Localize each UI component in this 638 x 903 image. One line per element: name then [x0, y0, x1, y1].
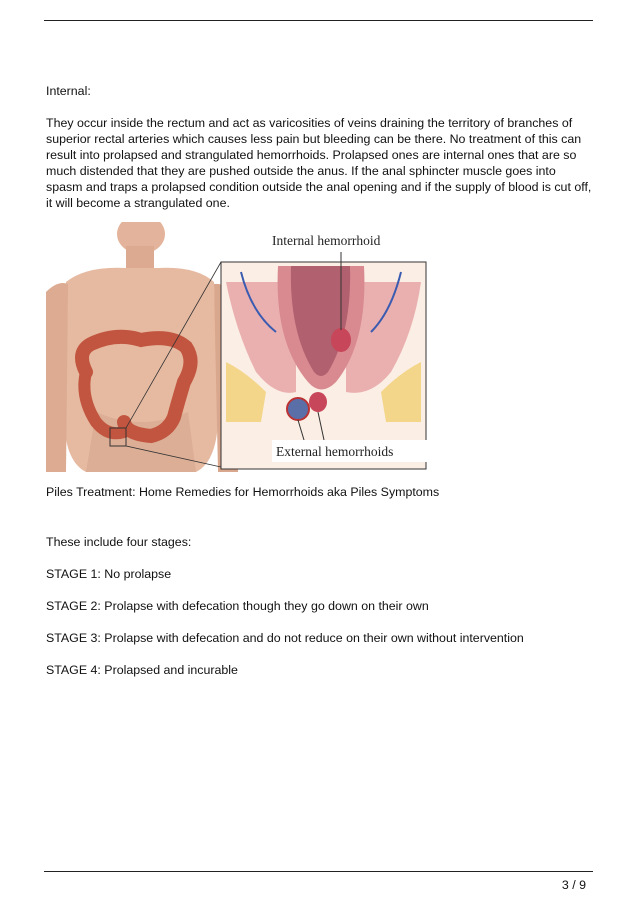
page-number: 3 / 9	[561, 878, 586, 892]
stage-item: STAGE 4: Prolapsed and incurable	[46, 663, 238, 677]
stage-item: STAGE 3: Prolapse with defecation and do not reduce on their own without intervention	[46, 631, 524, 645]
magnified-panel	[221, 230, 432, 469]
stages-intro: These include four stages:	[46, 535, 192, 549]
hemorrhoid-illustration	[46, 222, 444, 472]
body-paragraph: They occur inside the rectum and act as varicosities of veins draining the territory of branches of superior rectal arteries which causes less pain but bleeding can be there. No treatment of this can result into prolapsed and strangulated hemorrhoids. Prolapsed ones are internal ones that are so much distended that they are pushed outside the anus. If the anal sphincter muscle goes into spasm and traps a prolapsed condition outside the anal opening and if the supply of blood is cut off, it will become a strangulated one.	[46, 116, 592, 210]
stage-item: STAGE 2: Prolapse with defecation though they go down on their own	[46, 599, 429, 613]
external-hemorrhoids-label: External hemorrhoids	[276, 444, 394, 459]
footer-rule	[44, 871, 593, 872]
figure-caption: Piles Treatment: Home Remedies for Hemorrhoids aka Piles Symptoms	[46, 485, 440, 499]
header-rule	[44, 20, 593, 21]
stage-item: STAGE 1: No prolapse	[46, 567, 172, 581]
torso-figure	[46, 222, 238, 472]
section-heading: Internal:	[46, 84, 91, 98]
internal-hemorrhoid-label: Internal hemorrhoid	[272, 233, 381, 248]
